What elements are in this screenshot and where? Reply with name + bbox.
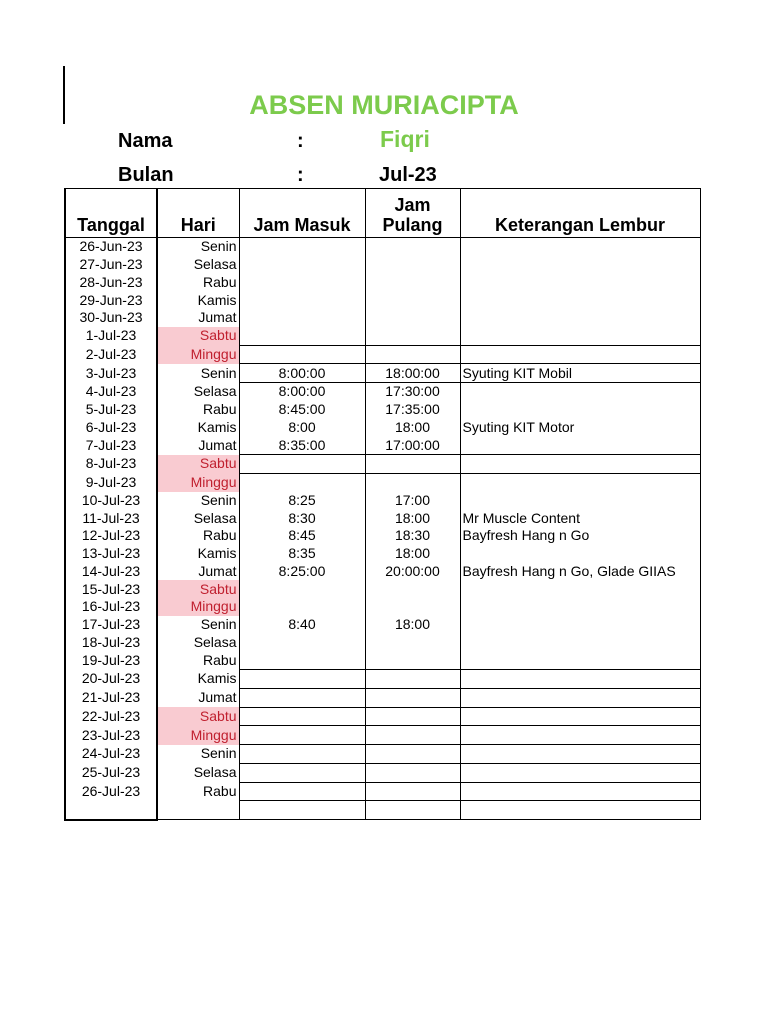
cell-time-out: [365, 274, 460, 292]
cell-overtime-note: [460, 651, 700, 669]
cell-date: 23-Jul-23: [65, 726, 157, 745]
cell-date: 19-Jul-23: [65, 651, 157, 669]
cell-time-in: [239, 580, 365, 598]
cell-time-out: [365, 670, 460, 689]
cell-time-in: [239, 763, 365, 782]
table-row: [65, 401, 700, 419]
cell-time-out: 18:00: [365, 419, 460, 437]
month-label: Bulan: [118, 164, 174, 186]
cell-time-in: [239, 707, 365, 726]
cell-date: 3-Jul-23: [65, 364, 157, 383]
cell-time-in: [239, 309, 365, 327]
cell-overtime-note: [460, 345, 700, 364]
cell-time-out: [365, 707, 460, 726]
table-row: [65, 509, 700, 527]
name-value: Fiqri: [380, 126, 430, 152]
cell-time-in: [239, 473, 365, 491]
cell-date: 8-Jul-23: [65, 455, 157, 474]
table-row: [65, 274, 700, 292]
cell-overtime-note: [460, 256, 700, 274]
cell-day: Minggu: [157, 726, 239, 745]
cell-overtime-note: Syuting KIT Motor: [460, 419, 700, 437]
cell-overtime-note: [460, 782, 700, 801]
cell-date: 26-Jul-23: [65, 782, 157, 801]
cell-time-in: [239, 745, 365, 764]
table-row: [65, 782, 700, 801]
name-label: Nama: [118, 130, 173, 152]
cell-overtime-note: [460, 707, 700, 726]
cell-time-out: [365, 345, 460, 364]
cell-time-in: 8:40: [239, 616, 365, 634]
cell-time-in: 8:30: [239, 509, 365, 527]
cell-date: 9-Jul-23: [65, 473, 157, 491]
table-row: [65, 527, 700, 545]
col-header-time-out-label: Jam Pulang: [382, 195, 443, 235]
cell-time-out: 17:00: [365, 492, 460, 510]
col-header-overtime-note: Keterangan Lembur: [460, 189, 700, 238]
cell-time-in: [239, 598, 365, 616]
cell-overtime-note: Mr Muscle Content: [460, 509, 700, 527]
cell-time-out: [365, 309, 460, 327]
cell-overtime-note: [460, 309, 700, 327]
cell-date: 16-Jul-23: [65, 598, 157, 616]
cell-overtime-note: [460, 634, 700, 652]
cell-day: Kamis: [157, 419, 239, 437]
cell-day: Rabu: [157, 274, 239, 292]
cell-day: Sabtu: [157, 580, 239, 598]
cell-day: Senin: [157, 745, 239, 764]
cell-date: 30-Jun-23: [65, 309, 157, 327]
table-row: [65, 745, 700, 764]
cell-time-out: [365, 651, 460, 669]
cell-day: Sabtu: [157, 327, 239, 345]
cell-date: 10-Jul-23: [65, 492, 157, 510]
cell-date: 7-Jul-23: [65, 436, 157, 454]
cell-time-out: [365, 782, 460, 801]
name-colon: :: [297, 130, 304, 152]
cell-date: 18-Jul-23: [65, 634, 157, 652]
table-row: [65, 436, 700, 454]
cell-overtime-note: [460, 726, 700, 745]
cell-time-in: [239, 670, 365, 689]
cell-overtime-note: [460, 580, 700, 598]
attendance-table: [64, 188, 701, 821]
cell-day: Selasa: [157, 383, 239, 401]
cell-date: 21-Jul-23: [65, 688, 157, 707]
cell-overtime-note: [460, 545, 700, 563]
cell-time-in: 8:45:00: [239, 401, 365, 419]
cell-overtime-note: [460, 492, 700, 510]
table-row: [65, 309, 700, 327]
table-row: [65, 291, 700, 309]
table-row: [65, 688, 700, 707]
cell-date: 6-Jul-23: [65, 419, 157, 437]
cell-time-out: 17:00:00: [365, 436, 460, 454]
cell-day: Minggu: [157, 598, 239, 616]
table-row: [65, 634, 700, 652]
table-row: [65, 651, 700, 669]
cell-day: Minggu: [157, 345, 239, 364]
cell-overtime-note: [460, 598, 700, 616]
cell-time-in: [239, 726, 365, 745]
cell-overtime-note: [460, 291, 700, 309]
cell-day: Sabtu: [157, 707, 239, 726]
cell-day: Senin: [157, 616, 239, 634]
cell-time-out: [365, 688, 460, 707]
cell-day: Rabu: [157, 782, 239, 801]
cell-time-in: 8:25: [239, 492, 365, 510]
cell-day: Selasa: [157, 509, 239, 527]
cell-date: 15-Jul-23: [65, 580, 157, 598]
cell-date: 14-Jul-23: [65, 563, 157, 581]
table-row: [65, 707, 700, 726]
cell-time-in: [239, 327, 365, 345]
cell-overtime-note: [460, 274, 700, 292]
table-row: [65, 801, 700, 820]
cell-time-out: [365, 726, 460, 745]
cell-time-out: 18:00: [365, 545, 460, 563]
table-row: [65, 419, 700, 437]
cell-time-in: [239, 291, 365, 309]
cell-time-in: [239, 274, 365, 292]
cell-date: 25-Jul-23: [65, 763, 157, 782]
cell-date: 29-Jun-23: [65, 291, 157, 309]
table-header-row: [65, 189, 700, 238]
cell-time-out: 17:30:00: [365, 383, 460, 401]
cell-date: 17-Jul-23: [65, 616, 157, 634]
table-row: [65, 545, 700, 563]
col-header-day: Hari: [157, 189, 239, 238]
month-colon: :: [297, 164, 304, 186]
cell-date: 22-Jul-23: [65, 707, 157, 726]
cell-day: Rabu: [157, 401, 239, 419]
cell-overtime-note: [460, 238, 700, 256]
table-row: [65, 473, 700, 491]
table-row: [65, 616, 700, 634]
cell-time-out: 17:35:00: [365, 401, 460, 419]
table-row: [65, 256, 700, 274]
cell-time-out: 18:00: [365, 616, 460, 634]
cell-overtime-note: [460, 801, 700, 820]
cell-date: 26-Jun-23: [65, 238, 157, 256]
cell-day: Jumat: [157, 309, 239, 327]
table-row: [65, 383, 700, 401]
cell-day: Selasa: [157, 256, 239, 274]
cell-time-out: [365, 256, 460, 274]
cell-time-out: [365, 455, 460, 474]
col-header-date: Tanggal: [65, 189, 157, 238]
cell-date: 13-Jul-23: [65, 545, 157, 563]
cell-overtime-note: [460, 745, 700, 764]
cell-overtime-note: [460, 436, 700, 454]
cell-time-in: 8:35: [239, 545, 365, 563]
cell-time-in: 8:25:00: [239, 563, 365, 581]
table-row: [65, 238, 700, 256]
cell-overtime-note: [460, 670, 700, 689]
cell-time-out: [365, 580, 460, 598]
cell-overtime-note: Bayfresh Hang n Go, Glade GIIAS: [460, 563, 700, 581]
cell-day: Sabtu: [157, 455, 239, 474]
cell-overtime-note: [460, 763, 700, 782]
table-row: [65, 563, 700, 581]
cell-day: Jumat: [157, 436, 239, 454]
cell-day: Minggu: [157, 473, 239, 491]
cell-time-in: [239, 455, 365, 474]
cell-overtime-note: [460, 401, 700, 419]
sheet-title: ABSEN MURIACIPTA: [249, 90, 519, 120]
cell-time-out: [365, 598, 460, 616]
cell-overtime-note: Bayfresh Hang n Go: [460, 527, 700, 545]
table-row: [65, 580, 700, 598]
cell-overtime-note: [460, 616, 700, 634]
cell-time-out: [365, 763, 460, 782]
col-header-time-out: [365, 189, 460, 238]
cell-overtime-note: [460, 688, 700, 707]
cell-time-in: [239, 238, 365, 256]
cell-day: Senin: [157, 492, 239, 510]
cell-day: Senin: [157, 238, 239, 256]
cell-day: Senin: [157, 364, 239, 383]
cell-overtime-note: [460, 327, 700, 345]
cell-time-out: [365, 473, 460, 491]
cell-time-out: 18:30: [365, 527, 460, 545]
cell-day: Kamis: [157, 291, 239, 309]
cell-time-in: [239, 688, 365, 707]
table-row: [65, 364, 700, 383]
cell-day: Selasa: [157, 763, 239, 782]
cell-time-out: 18:00: [365, 509, 460, 527]
cell-date: 1-Jul-23: [65, 327, 157, 345]
cell-day: Kamis: [157, 670, 239, 689]
cell-overtime-note: [460, 383, 700, 401]
cell-date: [65, 801, 157, 820]
cell-time-in: [239, 634, 365, 652]
cell-time-in: 8:00:00: [239, 383, 365, 401]
cell-time-out: [365, 327, 460, 345]
cell-day: Jumat: [157, 563, 239, 581]
month-value: Jul-23: [379, 164, 437, 186]
cell-time-out: [365, 291, 460, 309]
cell-time-out: [365, 745, 460, 764]
cell-day: Rabu: [157, 527, 239, 545]
cell-time-in: 8:00:00: [239, 364, 365, 383]
cell-date: 2-Jul-23: [65, 345, 157, 364]
cell-time-in: 8:45: [239, 527, 365, 545]
table-row: [65, 726, 700, 745]
cell-time-out: [365, 801, 460, 820]
cell-time-out: [365, 238, 460, 256]
cell-time-out: [365, 634, 460, 652]
cell-overtime-note: Syuting KIT Mobil: [460, 364, 700, 383]
cell-day: Jumat: [157, 688, 239, 707]
cell-date: 11-Jul-23: [65, 509, 157, 527]
table-row: [65, 763, 700, 782]
cell-time-in: [239, 801, 365, 820]
cell-time-in: [239, 256, 365, 274]
table-row: [65, 670, 700, 689]
table-row: [65, 345, 700, 364]
cell-time-in: 8:35:00: [239, 436, 365, 454]
col-header-time-in: Jam Masuk: [239, 189, 365, 238]
table-row: [65, 492, 700, 510]
cell-time-in: [239, 651, 365, 669]
cell-overtime-note: [460, 473, 700, 491]
cell-time-in: 8:00: [239, 419, 365, 437]
table-row: [65, 327, 700, 345]
cell-day: Rabu: [157, 651, 239, 669]
cell-date: 24-Jul-23: [65, 745, 157, 764]
cell-date: 20-Jul-23: [65, 670, 157, 689]
cell-time-in: [239, 345, 365, 364]
cell-date: 4-Jul-23: [65, 383, 157, 401]
cell-time-in: [239, 782, 365, 801]
cell-overtime-note: [460, 455, 700, 474]
cell-day: Kamis: [157, 545, 239, 563]
cell-time-out: 18:00:00: [365, 364, 460, 383]
cell-date: 5-Jul-23: [65, 401, 157, 419]
table-row: [65, 455, 700, 474]
cell-date: 28-Jun-23: [65, 274, 157, 292]
table-row: [65, 598, 700, 616]
cell-day: Selasa: [157, 634, 239, 652]
cell-date: 12-Jul-23: [65, 527, 157, 545]
cell-time-out: 20:00:00: [365, 563, 460, 581]
cell-day: [157, 801, 239, 820]
cell-date: 27-Jun-23: [65, 256, 157, 274]
